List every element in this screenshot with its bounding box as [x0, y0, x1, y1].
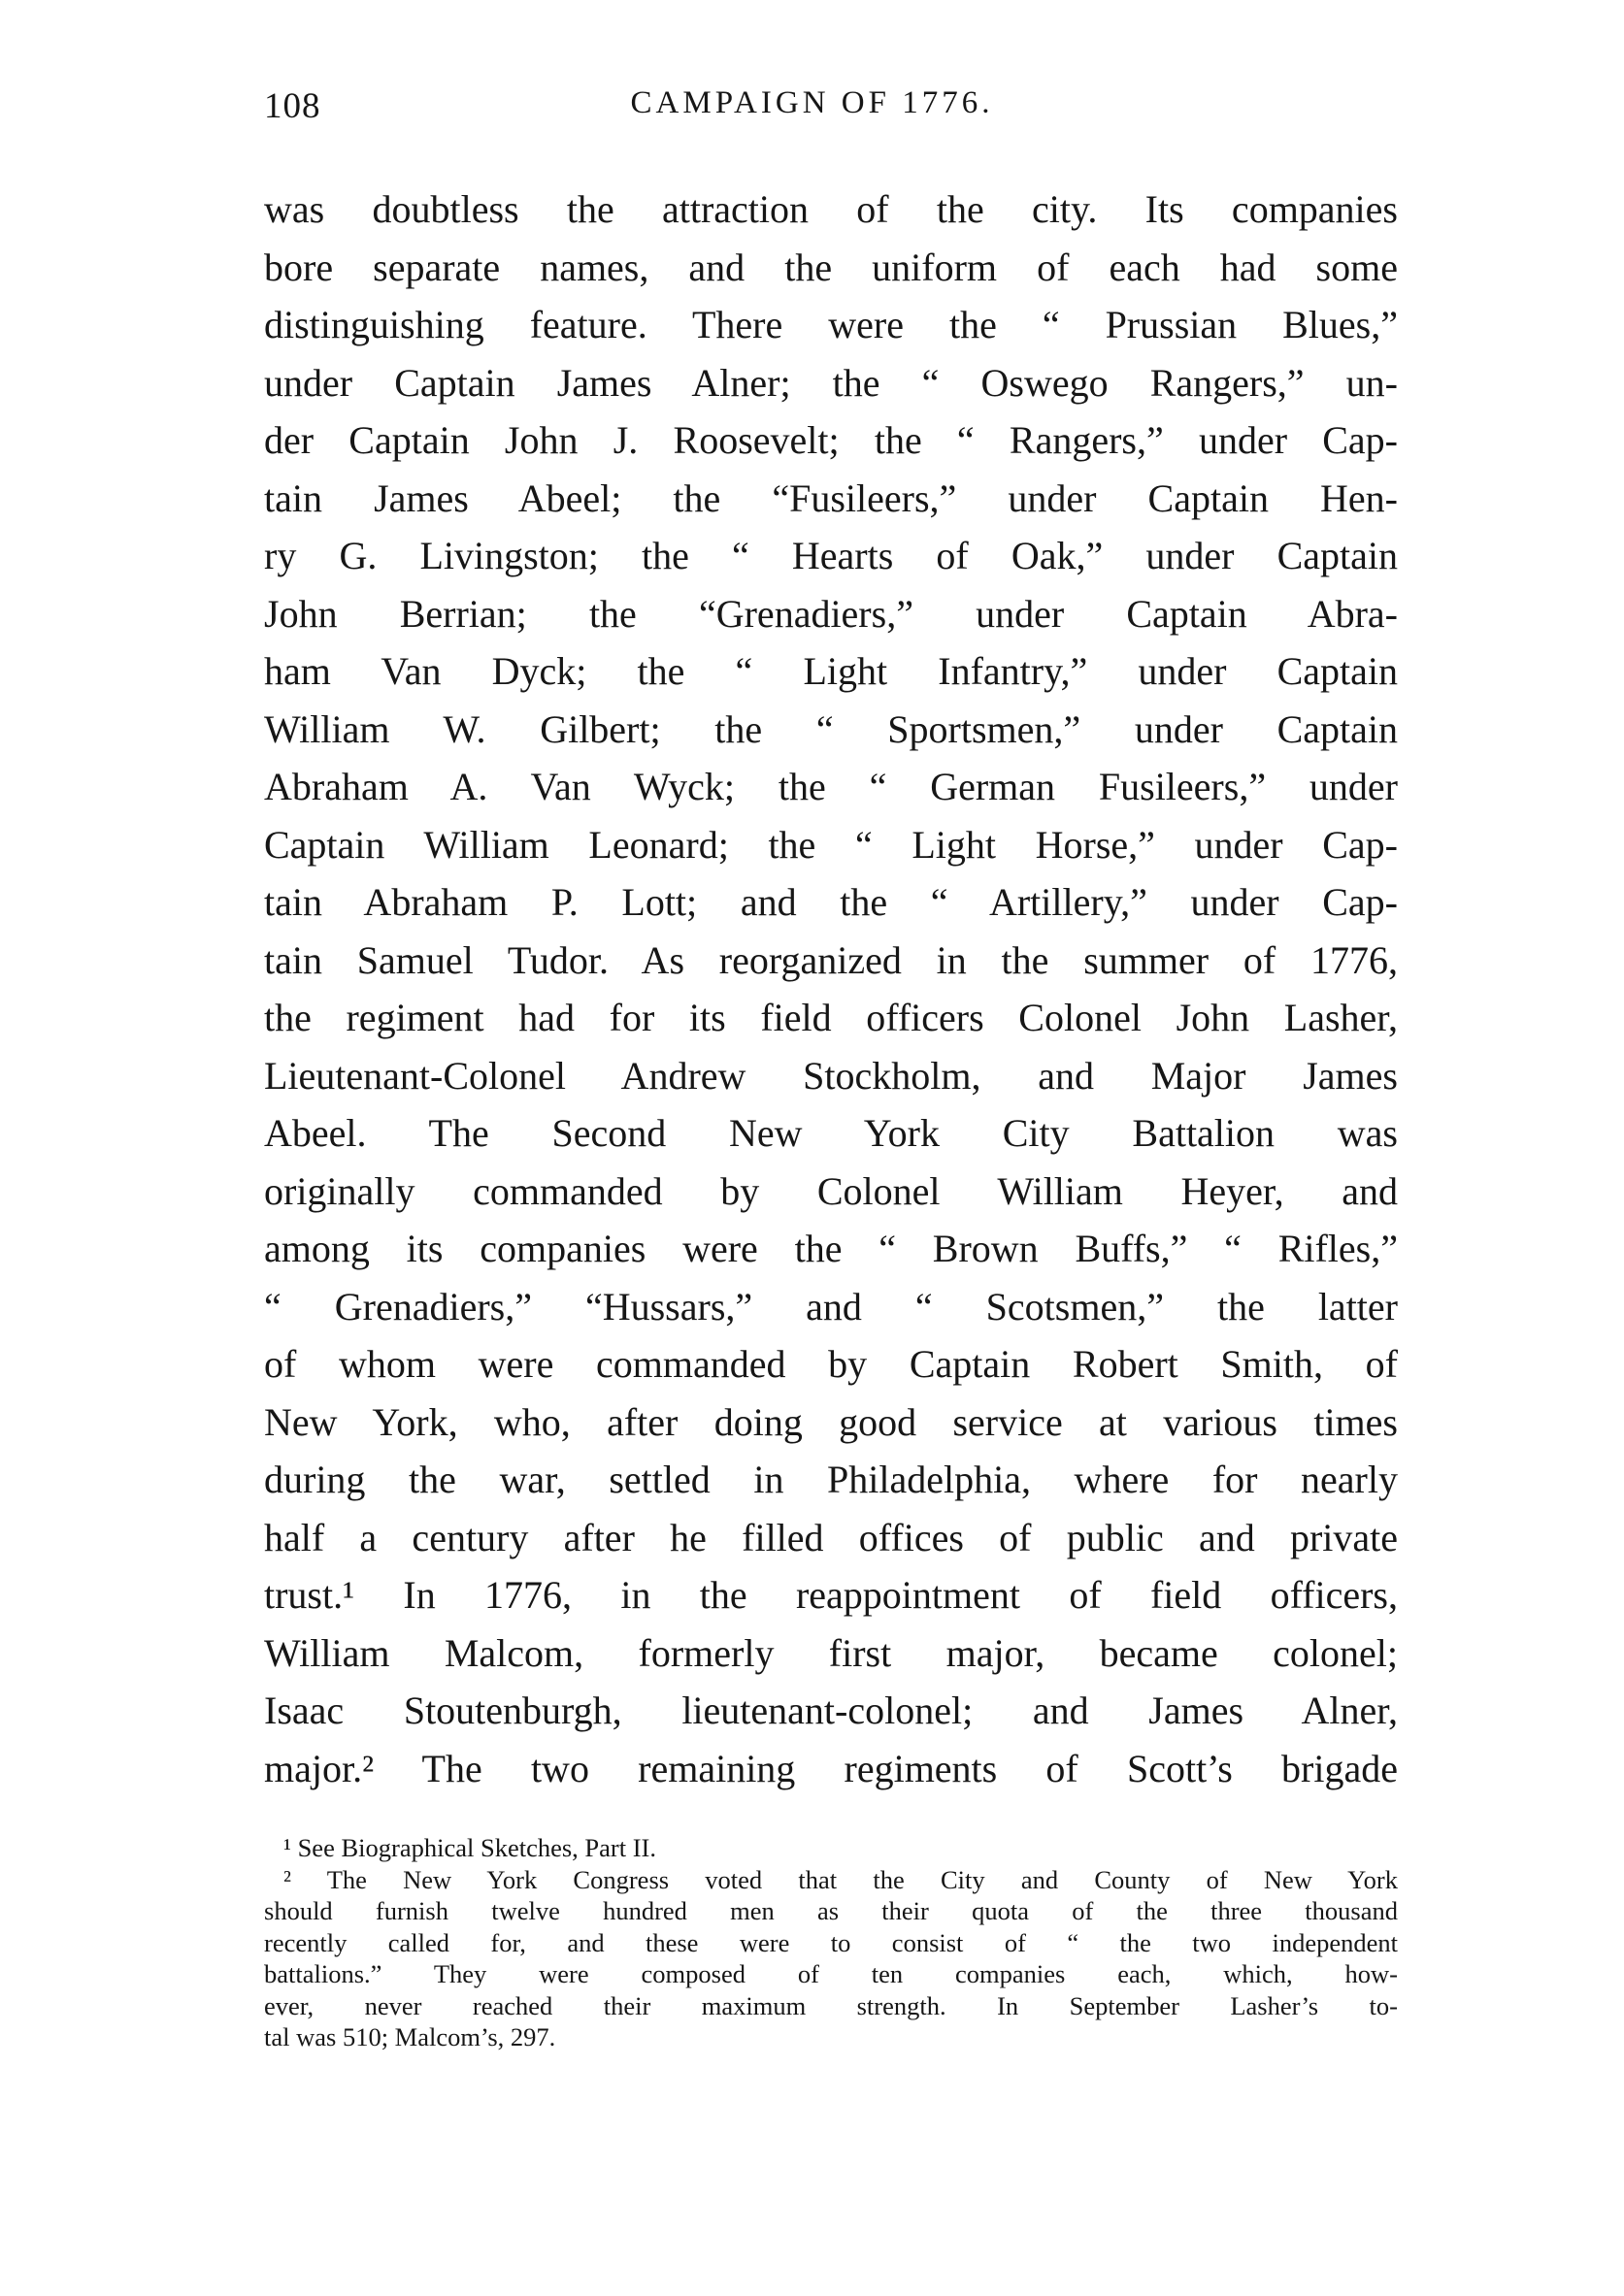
text-line: New York, who, after doing good service at various times [264, 1399, 1398, 1444]
text-line: Isaac Stoutenburgh, lieutenant-colonel; and James Alner, [264, 1689, 1398, 1732]
text-line: during the war, settled in Philadelphia, where for nearly [264, 1458, 1398, 1501]
text-line: William W. Gilbert; the “ Sportsmen,” under Captain [264, 706, 1398, 751]
footnote-1: ¹ See Biographical Sketches, Part II. [283, 1833, 656, 1862]
footnote-2-line: tal was 510; Malcom’s, 297. [264, 2022, 556, 2051]
text-line: Abraham A. Van Wyck; the “ German Fusileers,” under [264, 765, 1398, 808]
text-line: William Malcom, formerly first major, became colonel; [264, 1630, 1398, 1675]
footnote-2-line: battalions.” They were composed of ten companies each, which, how- [264, 1959, 1398, 1988]
text-line: Captain William Leonard; the “ Light Horse,” under Cap- [264, 822, 1398, 867]
footnote-2-line: ever, never reached their maximum strength. In September Lasher’s to- [264, 1990, 1398, 2020]
text-line: among its companies were the “ Brown Buffs,” “ Rifles,” [264, 1227, 1398, 1270]
text-line: trust.¹ In 1776, in the reappointment of field officers, [264, 1573, 1398, 1617]
running-title: CAMPAIGN OF 1776. [630, 85, 994, 120]
footnote-2-line: should furnish twelve hundred men as their quota of the three thousand [264, 1896, 1398, 1925]
text-line: tain James Abeel; the “Fusileers,” under Captain Hen- [264, 476, 1398, 520]
text-line: ry G. Livingston; the “ Hearts of Oak,” under Captain [264, 534, 1398, 577]
text-line: ham Van Dyck; the “ Light Infantry,” under Captain [264, 649, 1398, 693]
footnotes [264, 1832, 1398, 2053]
text-line: Lieutenant-Colonel Andrew Stockholm, and Major James [264, 1053, 1398, 1098]
text-line: the regiment had for its field officers Colonel John Lasher, [264, 996, 1398, 1039]
page-number: 108 [264, 86, 321, 126]
text-line: under Captain James Alner; the “ Oswego Rangers,” un- [264, 360, 1398, 405]
text-line: Abeel. The Second New York City Battalion was [264, 1111, 1398, 1155]
text-line: half a century after he filled offices of public and private [264, 1515, 1398, 1559]
body-text [264, 180, 1398, 1797]
text-line: tain Samuel Tudor. As reorganized in the summer of 1776, [264, 937, 1398, 982]
text-line: was doubtless the attraction of the city. Its companies [264, 187, 1398, 231]
text-line: originally commanded by Colonel William Heyer, and [264, 1168, 1398, 1213]
text-line: “ Grenadiers,” “Hussars,” and “ Scotsmen,” the latter [264, 1284, 1398, 1328]
footnote-2-line: ² The New York Congress voted that the City and County of New York [283, 1864, 1398, 1894]
text-line: distinguishing feature. There were the “ Prussian Blues,” [264, 303, 1398, 346]
text-line: tain Abraham P. Lott; and the “ Artillery,” under Cap- [264, 880, 1398, 924]
text-line: der Captain John J. Roosevelt; the “ Rangers,” under Cap- [264, 418, 1398, 462]
text-line: of whom were commanded by Captain Robert Smith, of [264, 1342, 1398, 1386]
text-line: bore separate names, and the uniform of each had some [264, 245, 1398, 289]
text-line: John Berrian; the “Grenadiers,” under Captain Abra- [264, 591, 1398, 636]
footnote-2-line: recently called for, and these were to consist of “ the two independent [264, 1927, 1398, 1957]
text-line: major.² The two remaining regiments of Scott’s brigade [264, 1746, 1398, 1790]
